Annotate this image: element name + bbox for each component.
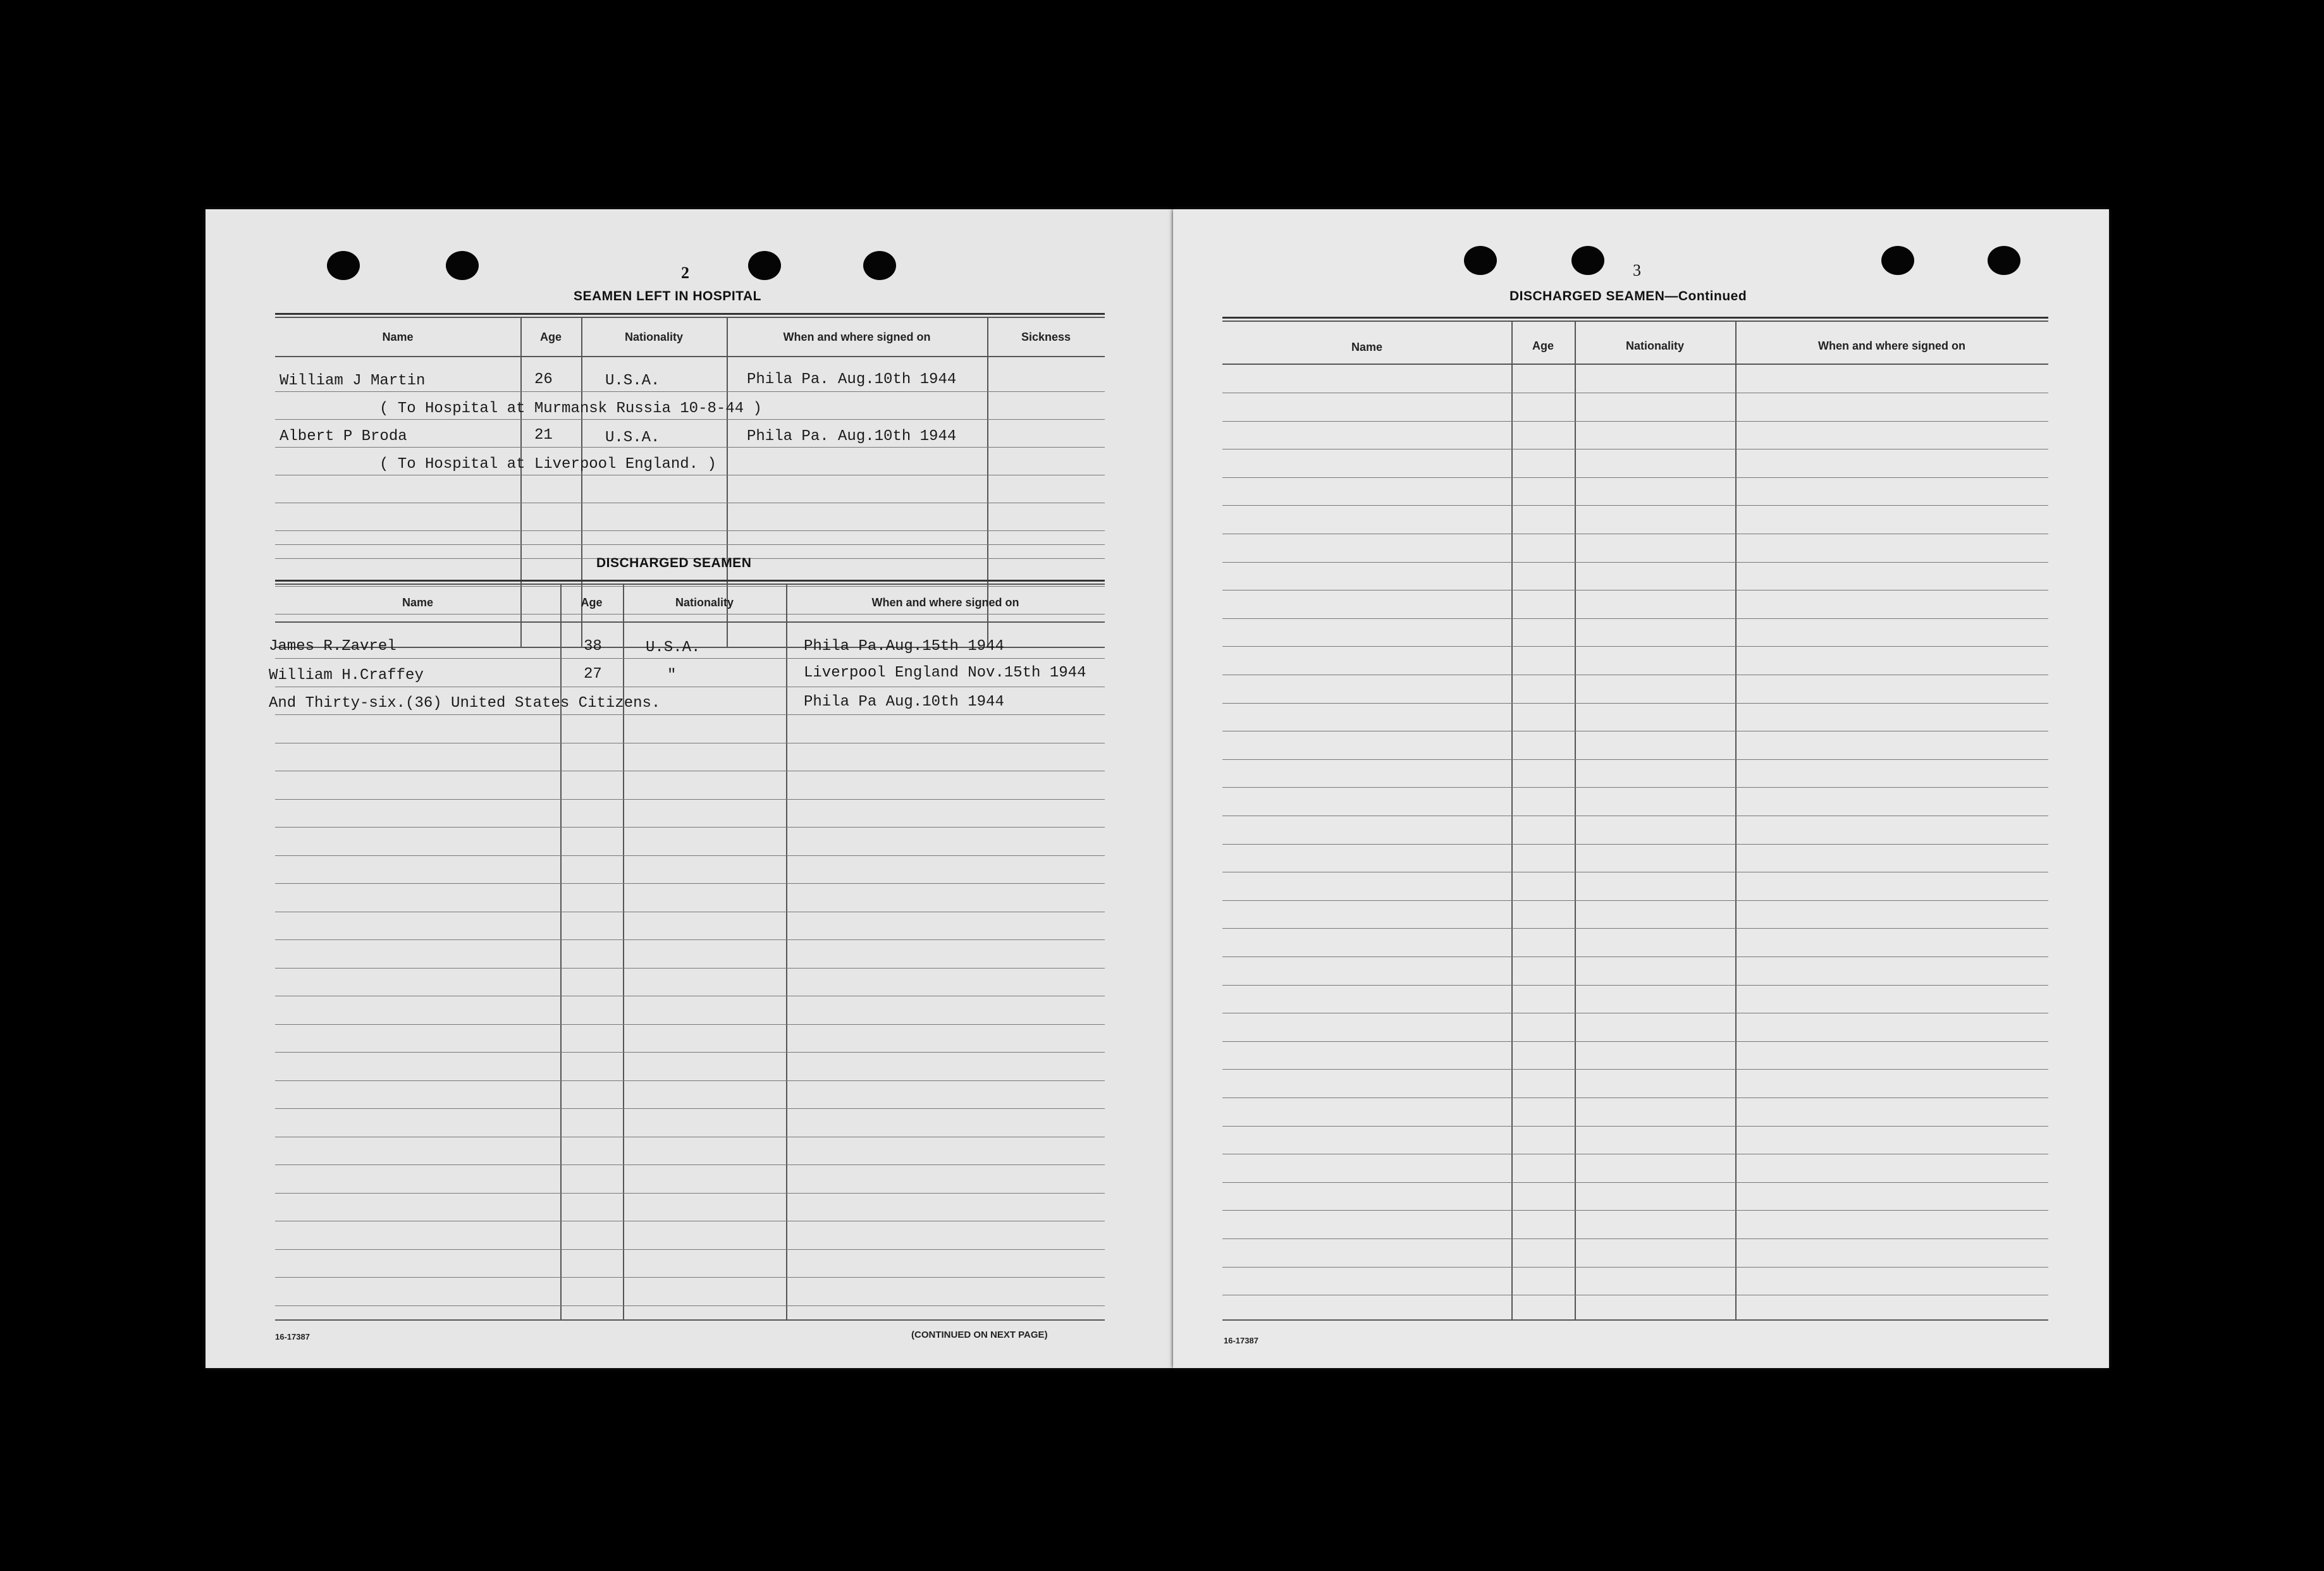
header-age: Age [581,596,603,609]
punch-hole [1464,246,1497,275]
column-divider [1575,321,1576,1319]
row-rule [1222,1210,2048,1211]
row-rule [275,1164,1105,1165]
row-rule [275,714,1105,715]
row-rule [275,658,1105,659]
continued-section-title: DISCHARGED SEAMEN—Continued [1509,289,1747,303]
table-bottom-rule [275,1319,1105,1321]
column-divider [786,584,787,1321]
row-rule [1222,618,2048,619]
punch-hole [1881,246,1914,275]
row-rule [275,827,1105,828]
row-rule [275,391,1105,392]
discharged-row-age: 38 [584,638,602,655]
discharged-row-signed-on: Liverpool England Nov.15th 1944 [804,664,1086,682]
row-rule [275,1305,1105,1306]
row-rule [275,968,1105,969]
punch-hole [327,251,360,280]
hospital-row-nationality: U.S.A. [605,429,660,446]
row-rule [275,1052,1105,1053]
column-divider [623,584,624,1321]
row-rule [1222,1238,2048,1239]
row-rule [275,883,1105,884]
page-number: 2 [681,264,689,282]
hospital-row-name: William J Martin [280,372,426,389]
form-number: 16-17387 [275,1332,310,1342]
row-rule [1222,759,2048,760]
header-rule [275,356,1105,357]
table-top-rule [275,313,1105,315]
punch-hole [748,251,781,280]
row-rule [275,1024,1105,1025]
header-name: Name [1351,341,1383,353]
row-rule [1222,505,2048,506]
table-bottom-rule [1222,1319,2048,1321]
row-rule [1222,787,2048,788]
discharged-row-signed-on: Phila Pa Aug.10th 1944 [804,694,1004,711]
header-rule [1222,364,2048,365]
row-rule [1222,646,2048,647]
header-nationality: Nationality [624,331,683,343]
page-number: 3 [1633,261,1641,279]
header-rule [275,621,1105,623]
row-rule [1222,1097,2048,1098]
row-rule [1222,1041,2048,1042]
row-rule [1222,477,2048,478]
hospital-row-signed-on: Phila Pa. Aug.10th 1944 [747,428,957,445]
column-divider [1511,321,1513,1319]
hospital-row-note: ( To Hospital at Murmansk Russia 10-8-44 ) [379,400,762,417]
discharged-section-title: DISCHARGED SEAMEN [596,556,752,570]
header-nationality: Nationality [1625,339,1684,352]
row-rule [275,1249,1105,1250]
form-number: 16-17387 [1224,1336,1258,1345]
row-rule [275,1277,1105,1278]
hospital-row-name: Albert P Broda [280,428,407,445]
header-sickness: Sickness [1021,331,1071,343]
row-rule [1222,1126,2048,1127]
row-rule [1222,928,2048,929]
table-top-rule [275,584,1105,585]
row-rule [1222,900,2048,901]
hospital-row-nationality: U.S.A. [605,372,660,389]
hospital-row-note: ( To Hospital at Liverpool England. ) [379,456,716,473]
column-divider [560,584,562,1321]
hospital-row-age: 21 [534,427,553,444]
header-nationality: Nationality [675,596,734,609]
header-age: Age [539,331,562,343]
row-rule [275,419,1105,420]
row-rule [275,855,1105,856]
punch-hole [446,251,479,280]
header-name: Name [402,596,434,609]
table-top-rule [1222,317,2048,319]
row-rule [1222,562,2048,563]
continued-note: (CONTINUED ON NEXT PAGE) [911,1330,1048,1340]
row-rule [1222,844,2048,845]
row-rule [275,1193,1105,1194]
punch-hole [1988,246,2020,275]
column-divider [1735,321,1737,1319]
row-rule [1222,703,2048,704]
row-rule [1222,985,2048,986]
punch-hole [863,251,896,280]
row-rule [275,799,1105,800]
row-rule [275,939,1105,940]
discharged-row-nationality: U.S.A. [646,639,701,656]
row-rule [1222,1267,2048,1268]
row-rule [275,530,1105,531]
hospital-row-age: 26 [534,371,553,388]
row-rule [1222,1182,2048,1183]
left-page [206,209,1173,1368]
header-signed-on: When and where signed on [871,596,1019,609]
table-top-rule [275,317,1105,318]
discharged-row-nationality: " [667,667,677,684]
hospital-section-title: SEAMEN LEFT IN HOSPITAL [574,289,761,303]
punch-hole [1571,246,1604,275]
discharged-row-age: 27 [584,666,602,683]
table-top-rule [1222,321,2048,322]
header-age: Age [1532,339,1554,352]
discharged-row-name: James R.Zavrel [269,638,397,655]
hospital-row-signed-on: Phila Pa. Aug.10th 1944 [747,371,957,388]
row-rule [1222,1069,2048,1070]
discharged-row-name: And Thirty-six.(36) United States Citizens. [269,695,661,712]
row-rule [1222,421,2048,422]
section-rule [275,544,1105,545]
discharged-row-signed-on: Phila Pa.Aug.15th 1944 [804,638,1004,655]
header-signed-on: When and where signed on [783,331,931,343]
header-signed-on: When and where signed on [1817,339,1965,352]
row-rule [275,1108,1105,1109]
discharged-row-name: William H.Craffey [269,667,424,684]
table-top-rule [275,580,1105,582]
right-page [1173,209,2109,1368]
header-name: Name [382,331,414,343]
row-rule [275,447,1105,448]
row-rule [275,1080,1105,1081]
row-rule [275,586,1105,587]
